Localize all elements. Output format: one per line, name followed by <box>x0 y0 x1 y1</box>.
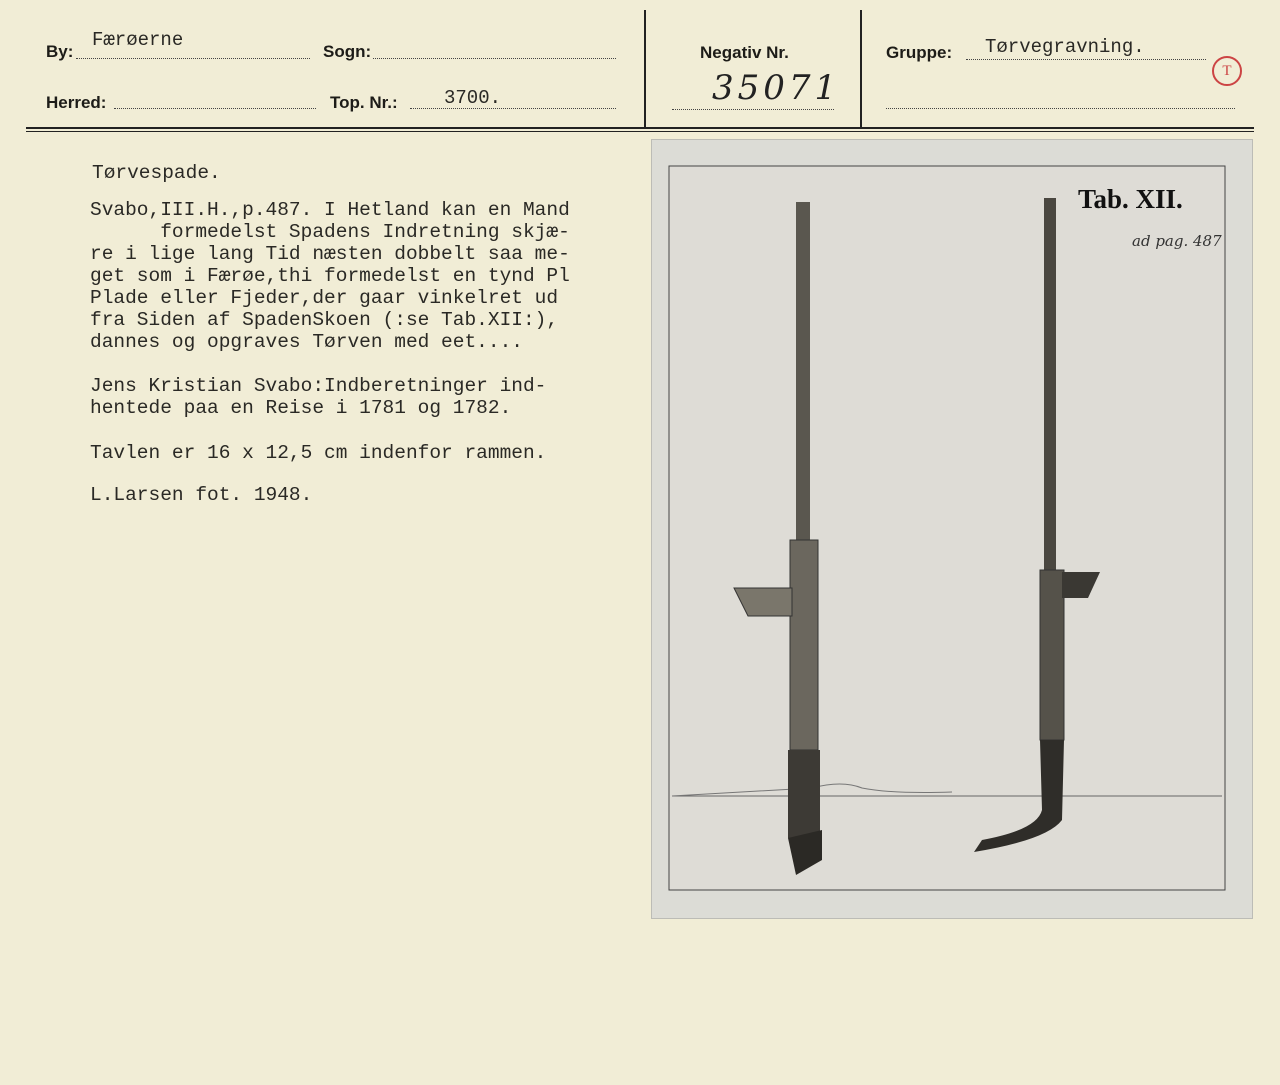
top-nr-label: Top. Nr.: <box>330 93 398 112</box>
gruppe-line <box>966 59 1206 60</box>
header-rule-bottom <box>26 131 1254 132</box>
quote-line: formedelst Spadens Indretning skjæ- <box>90 221 570 243</box>
source-quote <box>90 199 570 353</box>
by-value: Færøerne <box>92 29 184 51</box>
by-label: By: <box>46 42 74 61</box>
gruppe-label: Gruppe: <box>886 43 953 62</box>
quote-line: get som i Færøe,thi formedelst en tynd Pl <box>90 265 570 287</box>
plate-title: Tab. XII. <box>1078 184 1183 214</box>
plate-photograph <box>652 140 1252 918</box>
top-nr-line <box>410 108 616 109</box>
category-stamp: T <box>1212 56 1242 86</box>
header-rule-top <box>26 127 1254 129</box>
source-reference <box>90 375 546 419</box>
dimensions-note: Tavlen er 16 x 12,5 cm indenfor rammen. <box>90 442 547 464</box>
by-line <box>76 58 310 59</box>
photographer-credit: L.Larsen fot. 1948. <box>90 484 313 506</box>
negativ-value: 35071 <box>712 68 841 108</box>
gruppe-line-2 <box>886 108 1235 109</box>
header-divider-1 <box>644 10 646 128</box>
negativ-line <box>672 109 834 110</box>
quote-line: Plade eller Fjeder,der gaar vinkelret ud <box>90 287 559 309</box>
reference-line: hentede paa en Reise i 1781 og 1782. <box>90 397 512 419</box>
plate-drawing <box>652 140 1252 918</box>
object-title: Tørvespade. <box>92 162 221 184</box>
gruppe-value: Tørvegravning. <box>985 36 1145 58</box>
quote-line: Svabo,III.H.,p.487. I Hetland kan en Mand <box>90 199 570 221</box>
sogn-line <box>373 58 616 59</box>
quote-line: dannes og opgraves Tørven med eet.... <box>90 331 523 353</box>
herred-line <box>114 108 316 109</box>
top-nr-value: 3700. <box>444 87 502 109</box>
quote-line: re i lige lang Tid næsten dobbelt saa me- <box>90 243 570 265</box>
reference-line: Jens Kristian Svabo:Indberetninger ind- <box>90 375 547 397</box>
sogn-label: Sogn: <box>323 42 372 61</box>
negativ-label: Negativ Nr. <box>700 43 789 62</box>
header-divider-2 <box>860 10 862 128</box>
herred-label: Herred: <box>46 93 107 112</box>
quote-line: fra Siden af SpadenSkoen (:se Tab.XII:), <box>90 309 559 331</box>
plate-page-reference: ad pag. 487 <box>1132 232 1222 250</box>
